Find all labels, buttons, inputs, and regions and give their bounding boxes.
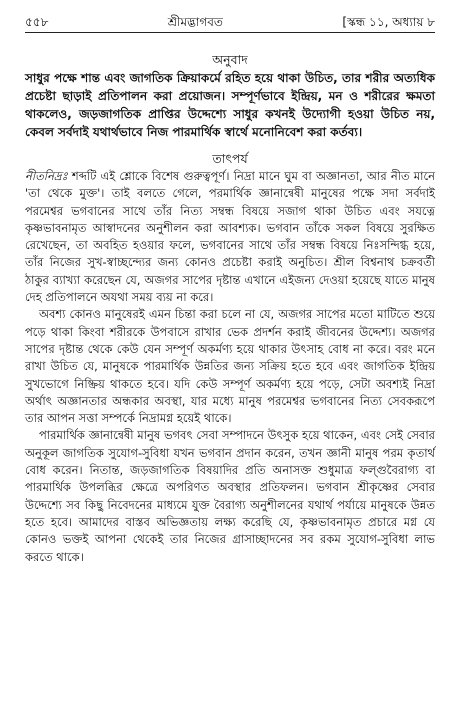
purport-heading: তাৎপর্য	[212, 151, 248, 166]
translation-text: সাধুর পক্ষে শান্ত এবং জাগতিক ক্রিয়াকর্মে রহিত হয়ে থাকা উচিত, তার শরীর অত্যধিক প্রচেষ্টা ছাড়াই প্রতিপালন করা প্রয়োজন। সম্পূর্ণভাবে ইন্দ্রিয়, মন ও শরীরের ক্ষমতা থাকলেও, জড়জাগতিক প্রাপ্তির উদ্দেশ্যে সাধুর কখনই উদ্যোগী হওয়া উচিত নয়, কেবল সর্বদাই যথার্থভাবে নিজ পারমার্থিক স্বার্থে মনোনিবেশ করা কর্তব্য।	[25, 71, 435, 139]
purport-paragraph-1-text: শব্দটি এই শ্লোকে বিশেষ গুরুত্বপূর্ণ। নিদ্রা মানে ঘুম বা অজ্ঞানতা, আর নীত মানে 'তা থেকে মুক্ত'। তাই বলতে গেলে, পরমার্থিক জ্ঞানান্বেষী মানুষের পক্ষে সদা সর্বদাই পরমেশ্বর ভগবানের সাথে তাঁর নিত্য সম্বন্ধ বিষয়ে সজাগ থাকা উচিত এবং সযত্নে কৃষ্ণভাবনামৃত আস্বাদনের অনুশীলন করা আবশ্যক। ভগবান তাঁকে সকল বিষয়ে সুরক্ষিত রেখেছেন, তা অবহিত হওয়ার ফলে, ভগবানের সাথে তাঁর সম্বন্ধ বিষয়ে নিঃসন্দিগ্ধ হয়ে, তাঁর নিজের সুখ-স্বাচ্ছন্দ্যের জন্য কোনও প্রচেষ্টা করাই অনুচিত। শ্রীল বিশ্বনাথ চক্রবর্তী ঠাকুর ব্যাখ্যা করেছেন যে, অজগর সাপের দৃষ্টান্ত এখানে এইজন্য দেওয়া হয়েছে যাতে মানুষ দেহ প্রতিপালনে অযথা সময় ব্যয় না করে।	[25, 169, 435, 305]
purport-paragraph-1	[25, 168, 435, 306]
purport-term: নীতনিদ্রঃ	[25, 169, 68, 183]
purport-body	[25, 168, 435, 566]
chapter-reference: [স্কন্ধ ১১, অধ্যায় ৮	[342, 15, 435, 29]
translation-heading: অনুবাদ	[212, 52, 248, 67]
book-title: শ্রীমদ্ভাগবত	[167, 15, 223, 29]
purport-paragraph-3: পারমার্থিক জ্ঞানান্বেষী মানুষ ভগবৎ সেবা সম্পাদনে উৎসুক হয়ে থাকেন, এবং সেই সেবার অনুকূল জাগতিক সুযোগ-সুবিধা যখন ভগবান প্রদান করেন, তখন জ্ঞানী মানুষ পরম কৃতার্থ বোধ করেন। নিতান্ত, জড়জাগতিক বিষয়াদির প্রতি অনাসক্ত শুধুমাত্র ফল্গুবৈরাগ্য বা পারমার্থিক উপলব্ধির ক্ষেত্রে অপরিণত অবস্থার প্রতিফলন। ভগবান শ্রীকৃষ্ণের সেবার উদ্দেশ্যে সব কিছু নিবেদনের মাধ্যমে যুক্ত বৈরাগ্য অনুশীলনের যথার্থ পর্যায়ে মানুষকে উন্নত হতে হবে। আমাদের বাস্তব অভিজ্ঞতায় লক্ষ্য করেছি যে, কৃষ্ণভাবনামৃত প্রচারে মগ্ন যে কোনও ভক্তই আপনা থেকেই তার নিজের গ্রাসাচ্ছাদনের সব রকম সুযোগ-সুবিধা লাভ করতে থাকে।	[25, 428, 435, 564]
purport-paragraph-2: অবশ্য কোনও মানুষেরই এমন চিন্তা করা চলে না যে, অজগর সাপের মতো মাটিতে শুয়ে পড়ে থাকা কিংবা শরীরকে উপবাসে রাখার ভেক প্রদর্শন করাই জীবনের উদ্দেশ্য। অজগর সাপের দৃষ্টান্ত থেকে কেউ যেন সম্পূর্ণ অকর্মণ্য হয়ে থাকার উৎসাহ বোধ না করে। বরং মনে রাখা উচিত যে, মানুষকে পারমার্থিক উন্নতির জন্য সক্রিয় হতে হবে এবং জাগতিক ইন্দ্রিয় সুখভোগে নিষ্ক্রিয় থাকতে হবে। যদি কেউ সম্পূর্ণ অকর্মণ্য হয়ে পড়ে, সেটা অবশ্যই নিদ্রা অর্থাৎ অজ্ঞানতার অন্ধকার অবস্থা, যার মধ্যে মানুষ পরমেশ্বর ভগবানের নিত্য সেবকরূপে তার আপন সত্তা সম্পর্কে নিদ্রামগ্ন হয়েই থাকে।	[25, 307, 435, 426]
page-header	[25, 14, 435, 33]
page-number: ৫৫৮	[25, 15, 49, 29]
